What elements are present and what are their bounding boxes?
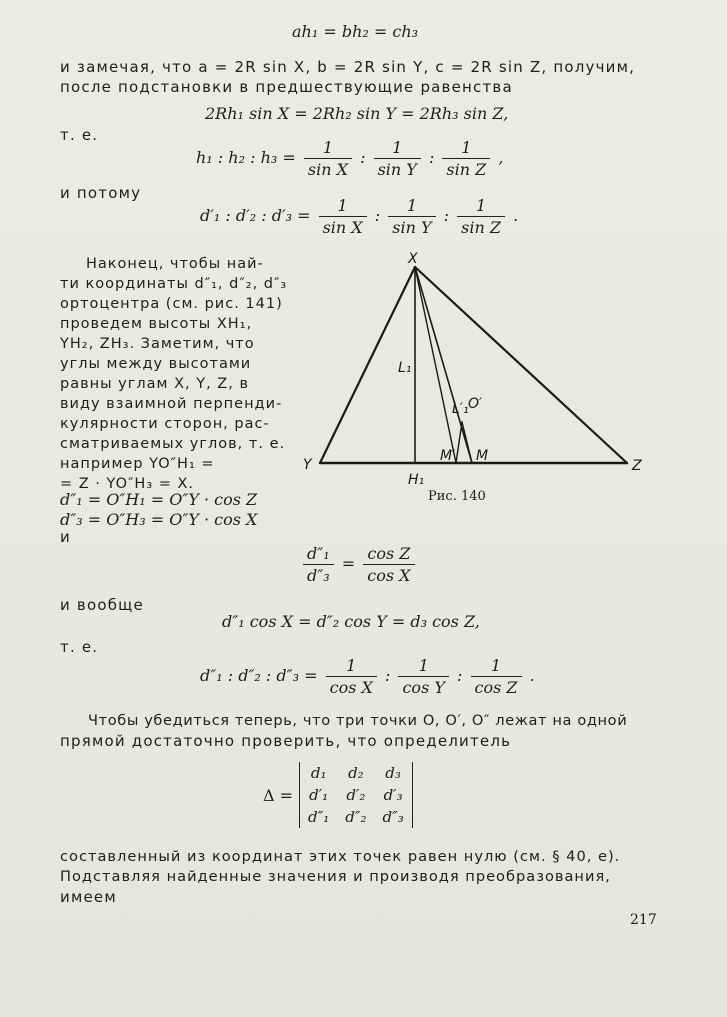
label-h1: H₁ <box>408 472 425 488</box>
fraction-den: cos X <box>367 566 411 585</box>
text-line: прямой достаточно проверить, что определитель <box>60 732 512 750</box>
det-cell: d₂ <box>348 764 364 782</box>
formula-eq1: 2Rh₁ sin X = 2Rh₂ sin Y = 2Rh₃ sin Z, <box>205 104 509 123</box>
text-line: составленный из координат этих точек равен нулю (см. § 40, е). <box>60 848 621 865</box>
ratio-sep: : <box>384 666 391 685</box>
fraction-den: sin X <box>322 218 363 237</box>
fraction-den: cos Y <box>402 678 445 697</box>
fraction <box>326 656 377 697</box>
fraction <box>471 656 522 697</box>
fraction-den: sin Z <box>461 218 501 237</box>
label-z: Z <box>632 458 642 474</box>
text-line: виду взаимной перпенди- <box>60 396 283 412</box>
text-line: Подставляя найденные значения и производя преобразования, <box>60 868 611 885</box>
text-line: например YO″H₁ = <box>60 456 215 472</box>
ratio-sep: : <box>457 666 463 685</box>
segment-m-prime <box>456 422 462 463</box>
text-i-voobshche: и вообще <box>60 596 144 614</box>
delta-label: Δ = <box>263 785 294 805</box>
text-line: YH₂, ZH₃. Заметим, что <box>60 336 255 352</box>
fraction-den: cos X <box>329 678 373 697</box>
ratio-sep: : <box>443 206 450 225</box>
text-te: т. е. <box>60 126 99 144</box>
fraction-den: sin X <box>307 160 348 179</box>
line-xm <box>415 267 472 463</box>
fraction <box>319 196 367 237</box>
fraction-num: 1 <box>319 196 367 217</box>
formula-cos-eq: d″₁ cos X = d″₂ cos Y = d₃ cos Z, <box>222 612 480 631</box>
det-cell: d″₁ <box>308 808 330 826</box>
determinant <box>262 762 413 828</box>
line-xm-prime <box>415 267 456 463</box>
label-l1-prime: L′₁ <box>452 401 469 417</box>
fraction-den: d″₃ <box>307 566 330 585</box>
text-te-2: т. е. <box>60 638 99 656</box>
formula-d-prime-ratio <box>200 196 518 237</box>
fraction-den: sin Y <box>392 218 432 237</box>
text-line: ортоцентра (см. рис. 141) <box>60 296 283 312</box>
figure-caption: Рис. 140 <box>428 489 486 504</box>
fraction-num: 1 <box>398 656 448 677</box>
determinant-table <box>262 762 413 828</box>
label-x: X <box>408 251 418 267</box>
fraction <box>363 544 414 585</box>
formula-d-ratio-cos <box>300 544 418 585</box>
formula-top: ah₁ = bh₂ = ch₃ <box>292 22 419 41</box>
fraction-num: 1 <box>304 138 352 159</box>
fraction <box>304 138 352 179</box>
text-line: Чтобы убедиться теперь, что три точки O, O′, O″ лежат на одной <box>88 712 628 729</box>
eq6-lhs: d″₁ : d″₂ : d″₃ = <box>200 666 318 685</box>
label-o-prime: O′ <box>468 396 483 412</box>
text-i: и <box>60 528 71 546</box>
ratio-sep: : <box>374 206 381 225</box>
fraction <box>374 138 421 179</box>
fraction-den: sin Y <box>377 160 417 179</box>
side-xz <box>415 267 627 463</box>
page-number: 217 <box>630 912 657 928</box>
triangle-figure <box>300 250 660 510</box>
det-cell: d″₂ <box>345 808 367 826</box>
eq2-lhs: h₁ : h₂ : h₃ = <box>196 148 296 167</box>
det-cell: d₁ <box>310 764 327 782</box>
left-column-text <box>60 254 300 494</box>
fraction-num: 1 <box>442 138 490 159</box>
fraction-num: 1 <box>326 656 377 677</box>
det-cell: d′₂ <box>346 786 366 804</box>
fraction <box>388 196 435 237</box>
fraction <box>457 196 505 237</box>
text-line: = Z · YO″H₃ = X. <box>60 476 195 492</box>
fraction-num: 1 <box>471 656 522 677</box>
fraction-den: sin Z <box>446 160 487 179</box>
text-line: ти координаты d″₁, d″₂, d″₃ <box>60 276 288 292</box>
text-line: Наконец, чтобы най- <box>86 256 264 272</box>
fraction-num: d″₁ <box>303 544 334 565</box>
fraction <box>303 544 334 585</box>
label-y: Y <box>303 457 312 473</box>
fraction-num: 1 <box>457 196 505 217</box>
text-line: и замечая, что a = 2R sin X, b = 2R sin Y, c = 2R sin Z, получим, <box>60 58 636 76</box>
eq3-lhs: d′₁ : d′₂ : d′₃ = <box>200 206 311 225</box>
label-l1: L₁ <box>398 360 412 376</box>
eq6-tail: . <box>529 666 535 685</box>
ratio-sep: : <box>360 148 366 167</box>
det-cell: d″₃ <box>382 808 404 826</box>
formula-d-double-ratio <box>200 656 535 697</box>
segment-m <box>462 422 472 463</box>
text-line: углы между высотами <box>60 356 252 372</box>
text-line: проведем высоты XH₁, <box>60 316 253 332</box>
label-m-prime: M′ <box>440 448 456 464</box>
det-cell: d₃ <box>385 764 401 782</box>
text-line: кулярности сторон, рас- <box>60 416 270 432</box>
formula-d1: d″₁ = O″H₁ = O″Y · cos Z <box>60 490 258 509</box>
text-line: равны углам X, Y, Z, в <box>60 376 249 392</box>
determinant-matrix <box>299 762 413 828</box>
formula-d3: d″₃ = O″H₃ = O″Y · cos X <box>60 510 258 529</box>
label-m: M <box>476 448 489 464</box>
text-line: сматриваемых углов, т. е. <box>60 436 286 452</box>
eq3-tail: . <box>513 206 519 225</box>
fraction <box>442 138 490 179</box>
eq-sign: = <box>341 554 356 573</box>
det-cell: d′₁ <box>309 786 329 804</box>
text-line: после подстановки в предшествующие равенства <box>60 78 513 96</box>
fraction-num: 1 <box>374 138 421 159</box>
fraction-num: 1 <box>388 196 435 217</box>
det-cell: d′₃ <box>383 786 403 804</box>
formula-h-ratio <box>196 138 503 179</box>
text-i-potomu: и потому <box>60 184 142 202</box>
eq2-tail: , <box>498 148 504 167</box>
text-line: имеем <box>60 888 117 906</box>
fraction-den: cos Z <box>474 678 518 697</box>
fraction <box>398 656 448 697</box>
fraction-num: cos Z <box>363 544 414 565</box>
ratio-sep: : <box>428 148 435 167</box>
